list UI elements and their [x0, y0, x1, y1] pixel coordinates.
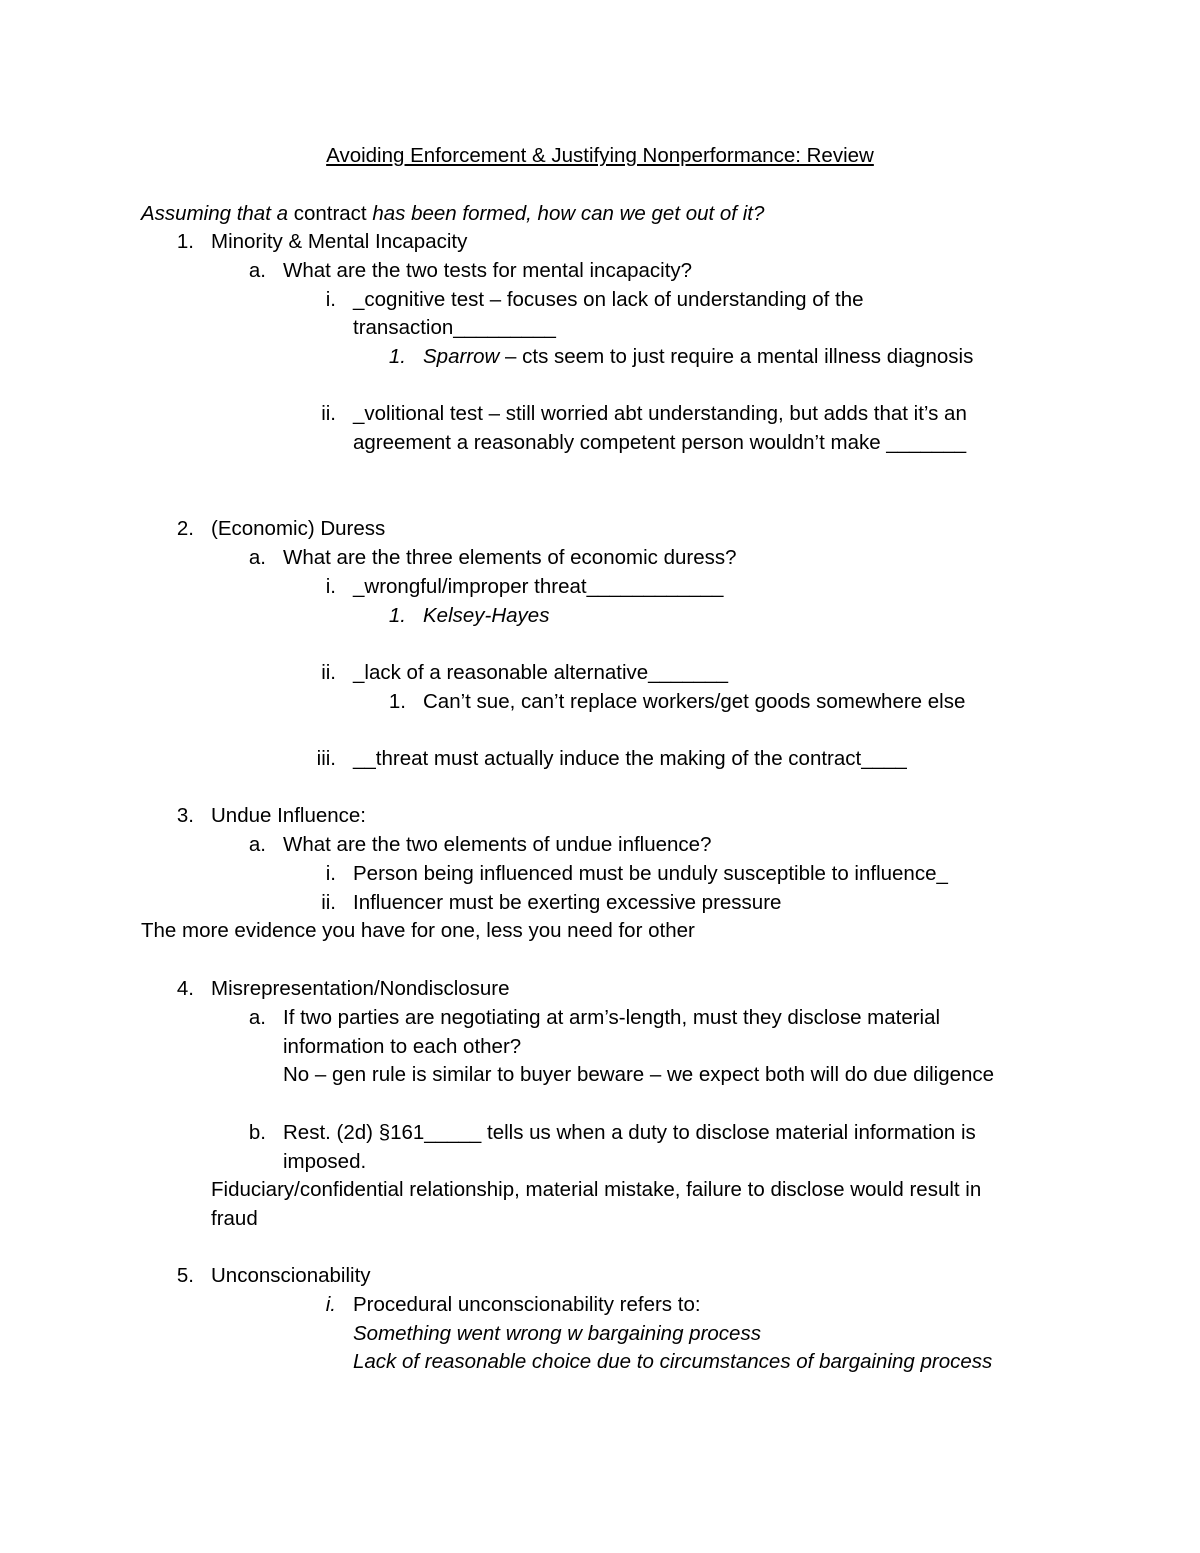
section-number: 3.	[176, 804, 194, 827]
list-marker: a.	[248, 546, 266, 569]
intro-pre: Assuming that a	[141, 202, 294, 225]
list-item: _lack of a reasonable alternative_______	[353, 661, 728, 684]
list-marker: i.	[325, 288, 336, 311]
note: Fiduciary/confidential relationship, material mistake, failure to disclose would result in	[211, 1178, 982, 1201]
list-marker: ii.	[321, 661, 336, 684]
list-item: Can’t sue, can’t replace workers/get goods somewhere else	[423, 690, 966, 713]
list-marker: i.	[325, 862, 336, 885]
list-marker: b.	[248, 1121, 266, 1144]
section-heading: Unconscionability	[211, 1264, 371, 1287]
answer: No – gen rule is similar to buyer beware – we expect both will do due diligence	[283, 1063, 995, 1086]
section-number: 2.	[176, 517, 194, 540]
list-marker: 1.	[388, 690, 406, 713]
note-continued: fraud	[211, 1207, 258, 1230]
case-name: Kelsey-Hayes	[423, 604, 550, 627]
section-number: 5.	[176, 1264, 194, 1287]
list-item: __threat must actually induce the making of the contract____	[353, 747, 907, 770]
intro-contract: contract	[293, 202, 367, 225]
definition-line: Something went wrong w bargaining process	[353, 1322, 761, 1345]
list-item-continued: information to each other?	[283, 1035, 522, 1058]
list-item: Rest. (2d) §161_____ tells us when a duty to disclose material information is	[283, 1121, 976, 1144]
section-heading: Misrepresentation/Nondisclosure	[211, 977, 510, 1000]
list-marker: ii.	[321, 891, 336, 914]
list-item: _wrongful/improper threat____________	[353, 575, 724, 598]
list-item: If two parties are negotiating at arm’s-length, must they disclose material	[283, 1006, 941, 1029]
intro-question	[141, 200, 764, 228]
list-marker: i.	[325, 1293, 336, 1316]
section-heading: (Economic) Duress	[211, 517, 386, 540]
list-marker: iii.	[316, 747, 336, 770]
section-heading: Undue Influence:	[211, 804, 367, 827]
list-marker: ii.	[321, 402, 336, 425]
list-item-continued: agreement a reasonably competent person wouldn’t make _______	[353, 431, 967, 454]
list-marker: 1.	[388, 345, 406, 368]
section-number: 1.	[176, 230, 194, 253]
section-heading: Minority & Mental Incapacity	[211, 230, 468, 253]
list-marker: a.	[248, 833, 266, 856]
list-marker: a.	[248, 259, 266, 282]
section-number: 4.	[176, 977, 194, 1000]
list-item: What are the three elements of economic duress?	[283, 546, 737, 569]
definition-line: Lack of reasonable choice due to circumstances of bargaining process	[353, 1350, 993, 1373]
page-title: Avoiding Enforcement & Justifying Nonperformance: Review	[326, 144, 874, 167]
case-note: – cts seem to just require a mental illness diagnosis	[499, 345, 974, 368]
list-item: _cognitive test – focuses on lack of understanding of the	[353, 288, 864, 311]
list-item	[423, 343, 973, 371]
list-item: Influencer must be exerting excessive pressure	[353, 891, 782, 914]
list-marker: 1.	[388, 604, 406, 627]
list-item: Procedural unconscionability refers to:	[353, 1293, 701, 1316]
list-marker: a.	[248, 1006, 266, 1029]
intro-post: has been formed, how can we get out of it?	[366, 202, 765, 225]
case-name: Sparrow	[423, 345, 500, 368]
list-item: _volitional test – still worried abt understanding, but adds that it’s an	[353, 402, 967, 425]
list-item-continued: transaction_________	[353, 316, 556, 339]
list-item: Person being influenced must be unduly susceptible to influence_	[353, 862, 948, 885]
list-marker: i.	[325, 575, 336, 598]
note: The more evidence you have for one, less you need for other	[141, 919, 695, 942]
list-item-continued: imposed.	[283, 1150, 367, 1173]
list-item: What are the two tests for mental incapacity?	[283, 259, 693, 282]
list-item: What are the two elements of undue influence?	[283, 833, 712, 856]
